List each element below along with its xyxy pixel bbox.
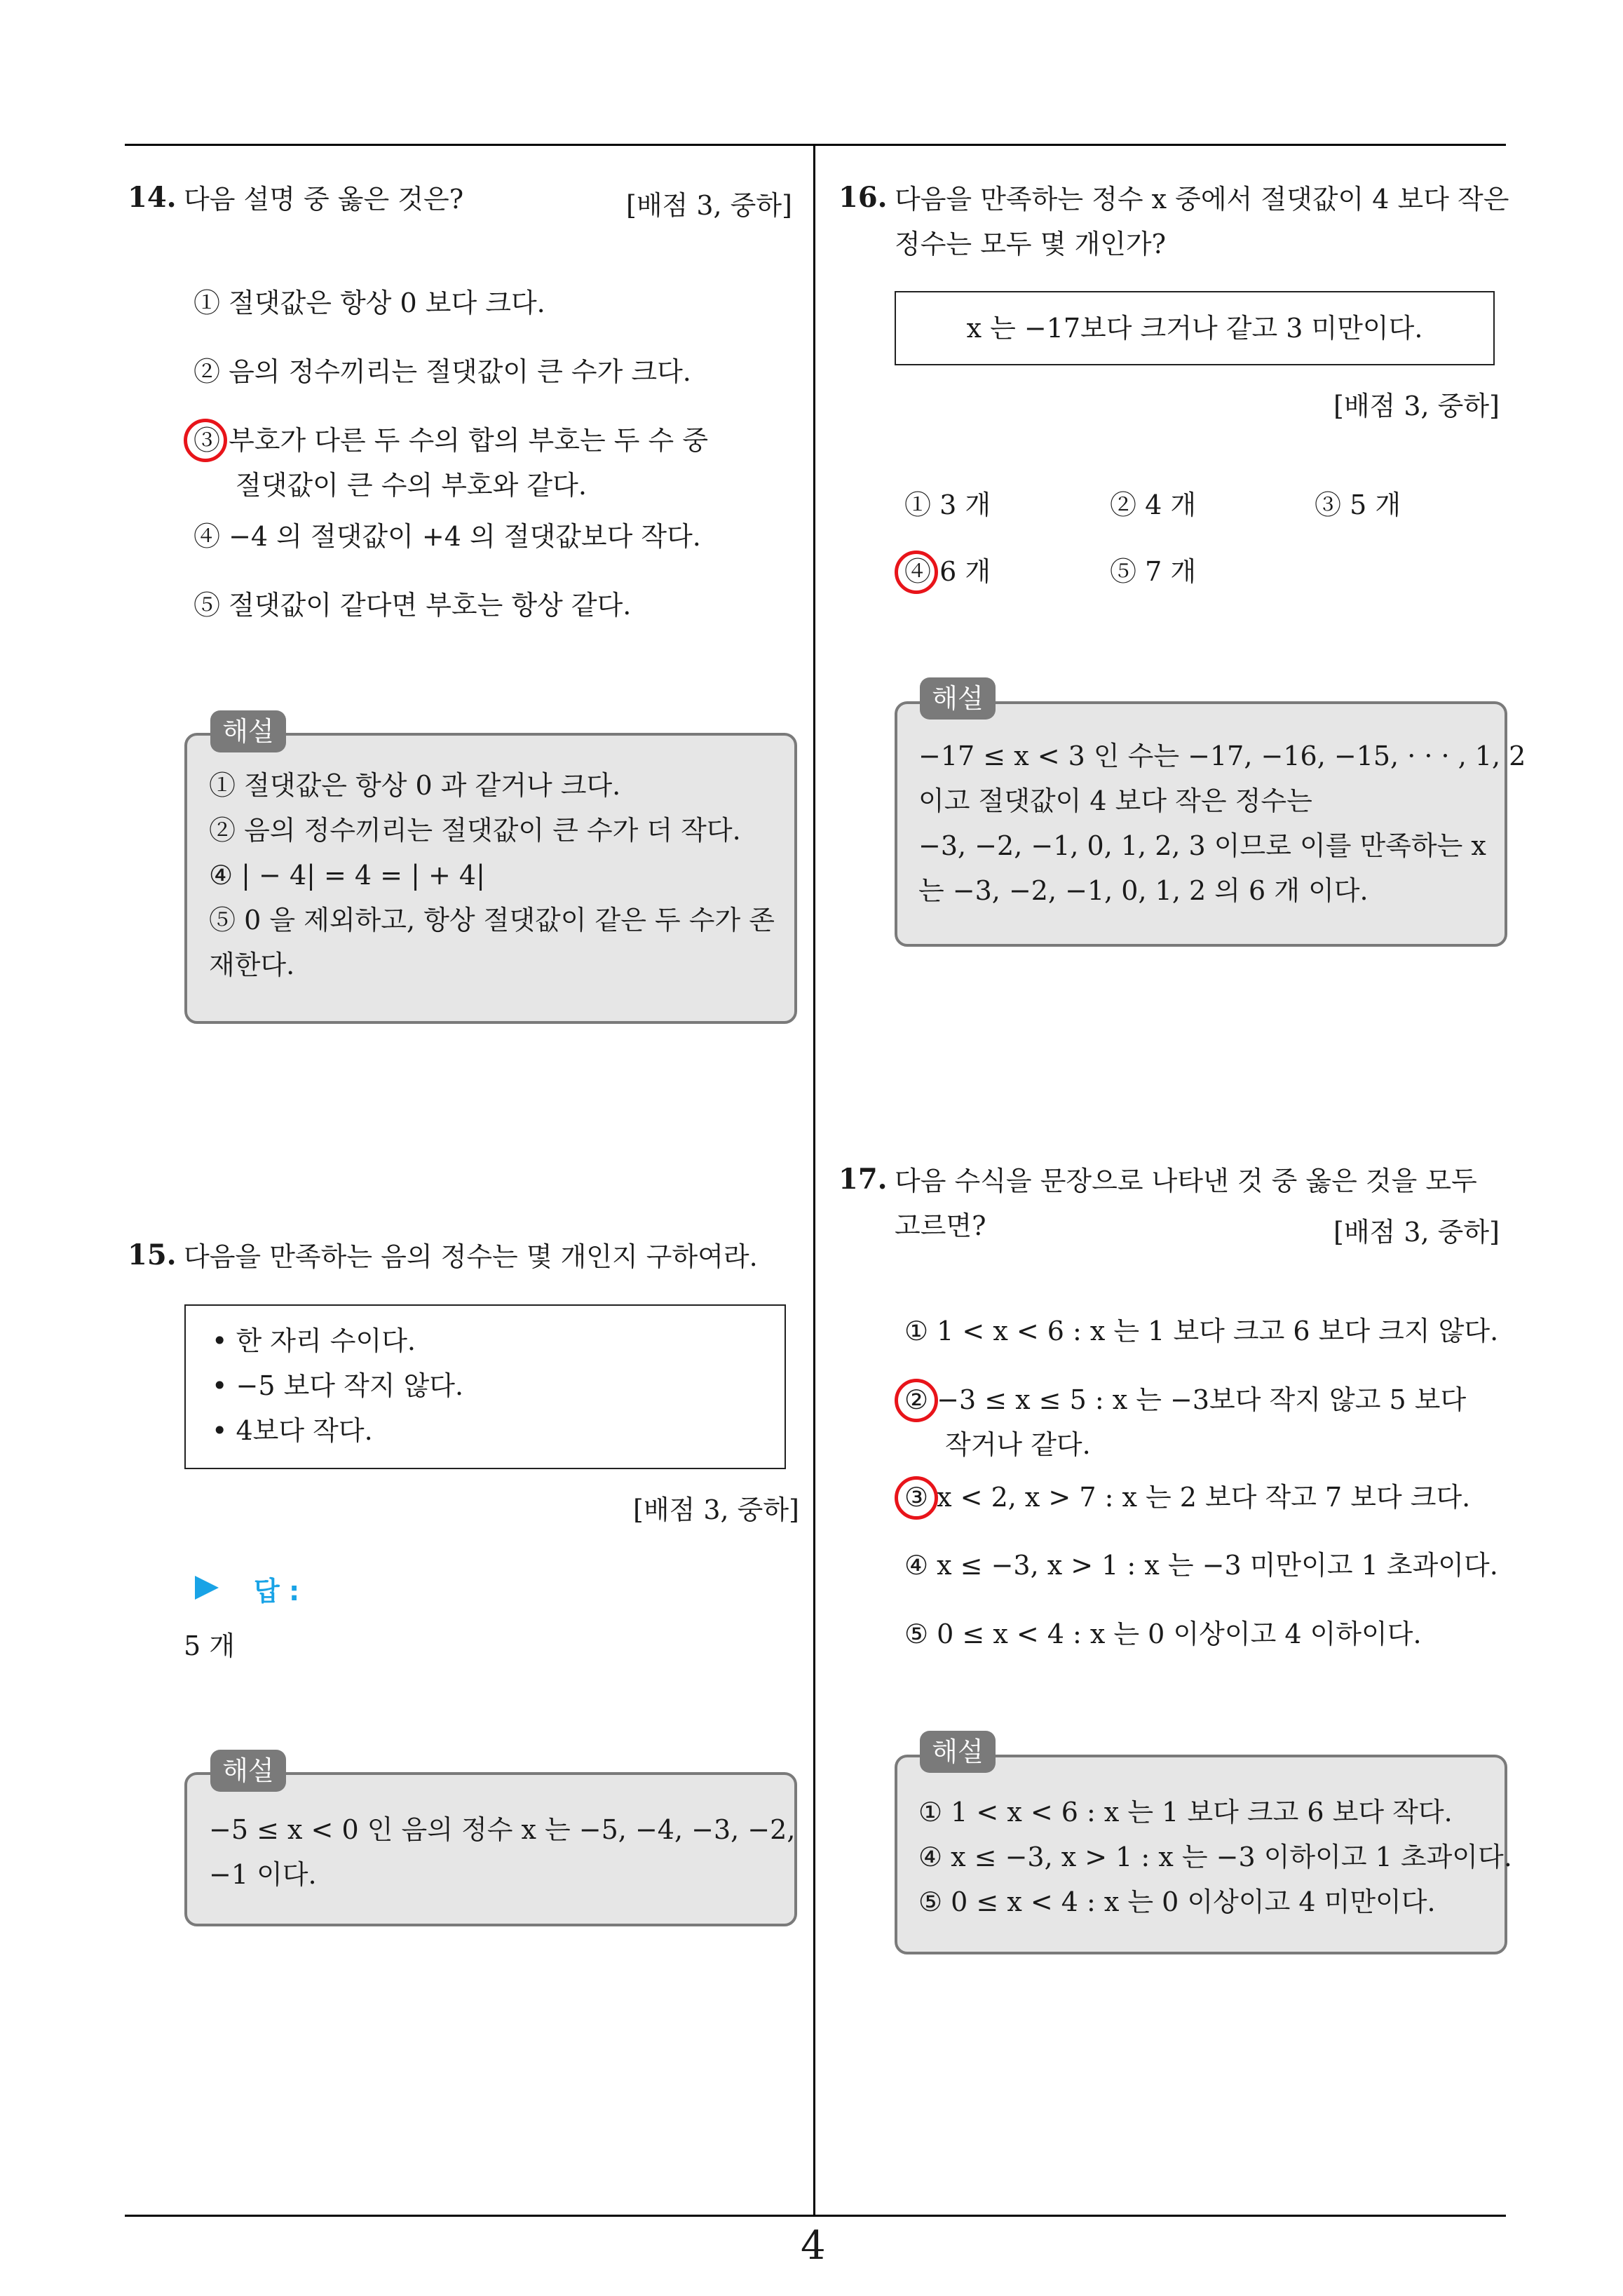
solution-line: ① 절댓값은 항상 0 과 같거나 크다. — [209, 770, 621, 801]
choice-3-continued: 절댓값이 큰 수의 부호와 같다. — [236, 470, 587, 501]
solution-line: 이고 절댓값이 4 보다 작은 정수는 — [918, 785, 1312, 816]
page-number: 4 — [801, 2223, 826, 2269]
solution-line: ④ x ≤ −3, x > 1 : x 는 −3 이하이고 1 초과이다. — [918, 1842, 1512, 1872]
column-divider — [813, 144, 815, 2216]
choice-1[interactable]: ① 절댓값은 항상 0 보다 크다. — [193, 288, 545, 318]
question-prompt-continued: 고르면? — [895, 1210, 986, 1241]
solution-tag: 해설 — [210, 1750, 286, 1792]
score-label: [배점 3, 중하] — [633, 1494, 799, 1525]
selected-answer-mark — [184, 419, 227, 462]
choice-2[interactable]: ② 음의 정수끼리는 절댓값이 큰 수가 크다. — [193, 356, 691, 387]
choice-1[interactable]: ① 1 < x < 6 : x 는 1 보다 크고 6 보다 크지 않다. — [904, 1316, 1499, 1346]
choice-5[interactable]: ⑤ 0 ≤ x < 4 : x 는 0 이상이고 4 이하이다. — [904, 1619, 1422, 1649]
answer-value[interactable]: 5 개 — [184, 1630, 235, 1661]
solution-line: ⑤ 0 ≤ x < 4 : x 는 0 이상이고 4 미만이다. — [918, 1886, 1436, 1917]
question-prompt: 다음 설명 중 옳은 것은? — [184, 184, 464, 215]
condition-item: • 한 자리 수이다. — [212, 1318, 463, 1363]
choice-4[interactable]: ④ x ≤ −3, x > 1 : x 는 −3 미만이고 1 초과이다. — [904, 1550, 1498, 1581]
selected-answer-mark — [895, 1476, 938, 1520]
choice-3[interactable]: ③ 부호가 다른 두 수의 합의 부호는 두 수 중 — [193, 425, 709, 456]
choice-1[interactable]: ① 3 개 — [904, 489, 991, 520]
score-label: [배점 3, 중하] — [1333, 1217, 1500, 1248]
condition-text: x 는 −17보다 크거나 같고 3 미만이다. — [966, 313, 1423, 344]
question-prompt: 다음을 만족하는 정수 x 중에서 절댓값이 4 보다 작은 — [895, 184, 1509, 215]
solution-line: ① 1 < x < 6 : x 는 1 보다 크고 6 보다 작다. — [918, 1797, 1453, 1828]
solution-line: 는 −3, −2, −1, 0, 1, 2 의 6 개 이다. — [918, 875, 1369, 906]
choice-2[interactable]: ② −3 ≤ x ≤ 5 : x 는 −3보다 작지 않고 5 보다 — [904, 1384, 1467, 1415]
selected-answer-mark — [895, 551, 938, 594]
choice-5[interactable]: ⑤ 절댓값이 같다면 부호는 항상 같다. — [193, 590, 632, 621]
condition-item: • −5 보다 작지 않다. — [212, 1363, 463, 1408]
bottom-rule — [125, 2215, 1506, 2217]
question-prompt: 다음 수식을 문장으로 나타낸 것 중 옳은 것을 모두 — [895, 1166, 1477, 1196]
solution-line: ④ | − 4| = 4 = | + 4| — [209, 860, 485, 891]
choice-2[interactable]: ② 4 개 — [1110, 489, 1197, 520]
question-number: 15. — [128, 1238, 177, 1271]
solution-line: 재한다. — [209, 950, 295, 980]
choice-4[interactable]: ④ 6 개 — [904, 556, 991, 587]
choice-3[interactable]: ③ 5 개 — [1315, 489, 1401, 520]
question-prompt: 다음을 만족하는 음의 정수는 몇 개인지 구하여라. — [184, 1241, 758, 1272]
question-number: 14. — [128, 181, 177, 214]
solution-tag: 해설 — [920, 677, 996, 720]
solution-line: −17 ≤ x < 3 인 수는 −17, −16, −15, · · · , 1, 2 — [918, 741, 1526, 771]
score-label: [배점 3, 중하] — [626, 190, 792, 221]
question-prompt-continued: 정수는 모두 몇 개인가? — [895, 229, 1166, 259]
choice-5[interactable]: ⑤ 7 개 — [1110, 556, 1197, 587]
solution-line: ⑤ 0 을 제외하고, 항상 절댓값이 같은 두 수가 존 — [209, 905, 775, 936]
solution-tag: 해설 — [210, 710, 286, 752]
choice-4[interactable]: ④ −4 의 절댓값이 +4 의 절댓값보다 작다. — [193, 521, 701, 552]
solution-line: −1 이다. — [209, 1859, 317, 1890]
answer-arrow-icon — [195, 1576, 219, 1600]
solution-line: ② 음의 정수끼리는 절댓값이 큰 수가 더 작다. — [209, 815, 741, 846]
top-rule — [125, 144, 1506, 146]
selected-answer-mark — [895, 1379, 938, 1422]
condition-item: • 4보다 작다. — [212, 1408, 463, 1453]
score-label: [배점 3, 중하] — [1333, 391, 1500, 421]
choice-3[interactable]: ③ x < 2, x > 7 : x 는 2 보다 작고 7 보다 크다. — [904, 1482, 1471, 1513]
answer-label: 답 : — [254, 1576, 300, 1607]
condition-list — [212, 1318, 463, 1453]
solution-tag: 해설 — [920, 1731, 996, 1773]
solution-line: −5 ≤ x < 0 인 음의 정수 x 는 −5, −4, −3, −2, — [209, 1814, 796, 1845]
question-number: 16. — [838, 181, 888, 214]
solution-line: −3, −2, −1, 0, 1, 2, 3 이므로 이를 만족하는 x — [918, 830, 1486, 861]
question-number: 17. — [838, 1163, 888, 1196]
choice-2-continued: 작거나 같다. — [945, 1429, 1091, 1460]
